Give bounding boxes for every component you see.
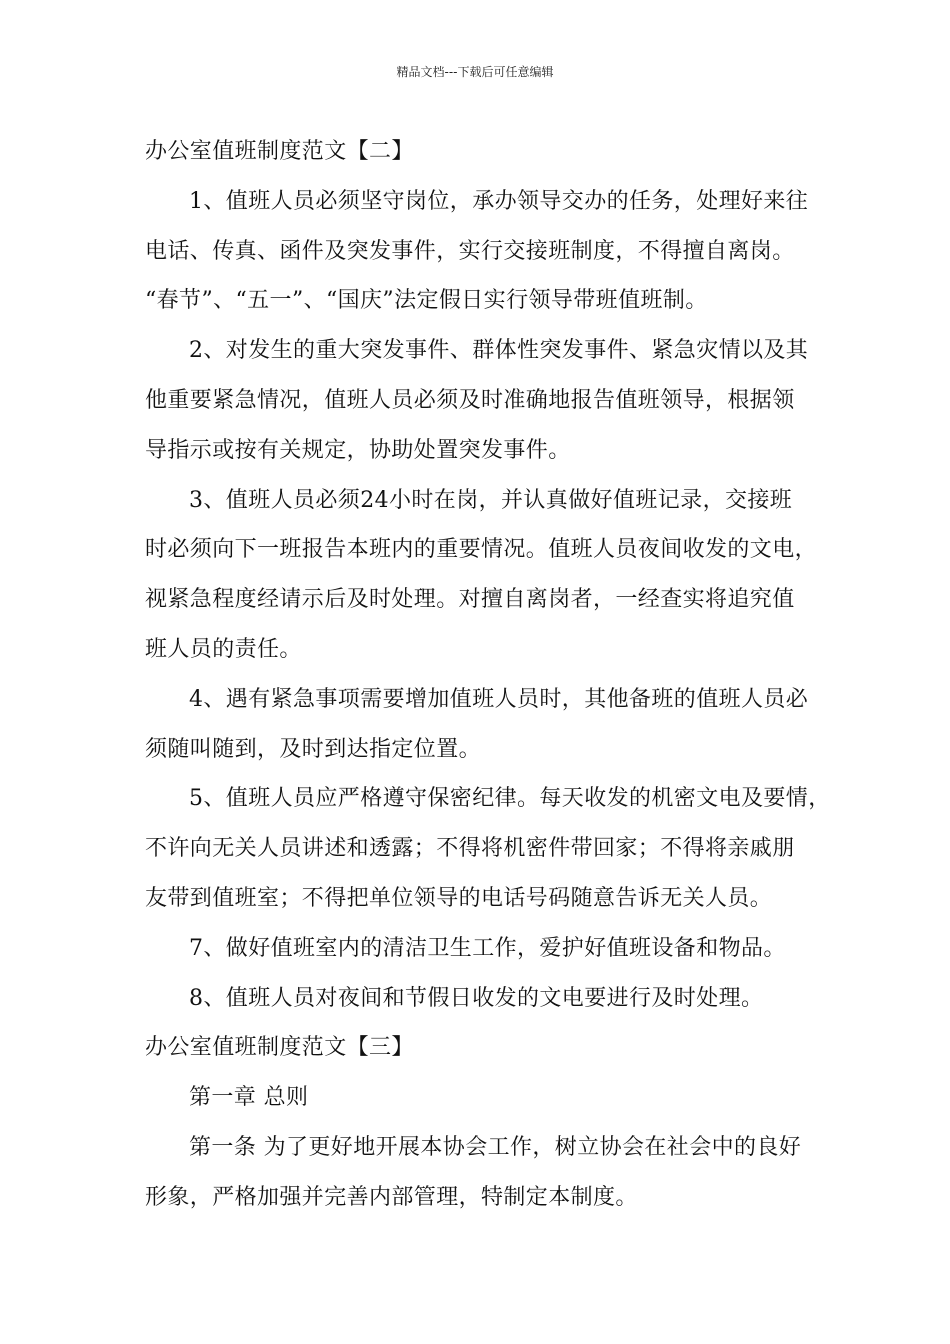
paragraph-line: 4、遇有紧急事项需要增加值班人员时，其他备班的值班人员必 (189, 686, 809, 712)
paragraph-line: 班人员的责任。 (145, 636, 302, 662)
paragraph-line: 第一条 为了更好地开展本协会工作，树立协会在社会中的良好 (189, 1134, 802, 1160)
paragraph-line: “春节”、“五一”、“国庆”法定假日实行领导带班值班制。 (145, 288, 708, 314)
paragraph-line: 不许向无关人员讲述和透露；不得将机密件带回家；不得将亲戚朋 (145, 836, 795, 862)
paragraph-line: 导指示或按有关规定，协助处置突发事件。 (145, 437, 571, 463)
paragraph-line: 1、值班人员必须坚守岗位，承办领导交办的任务，处理好来往 (189, 188, 809, 214)
paragraph-line: 8、值班人员对夜间和节假日收发的文电要进行及时处理。 (189, 985, 764, 1011)
paragraph-line: 时必须向下一班报告本班内的重要情况。值班人员夜间收发的文电， (145, 537, 818, 563)
paragraph-line: 友带到值班室；不得把单位领导的电话号码随意告诉无关人员。 (145, 885, 773, 911)
paragraph-line: 形象，严格加强并完善内部管理，特制定本制度。 (145, 1184, 638, 1210)
section-heading: 办公室值班制度范文【三】 (145, 1035, 414, 1061)
paragraph-line: 3、值班人员必须24小时在岗，并认真做好值班记录，交接班 (189, 487, 793, 513)
section-heading: 办公室值班制度范文【二】 (145, 139, 414, 164)
paragraph-line: 须随叫随到，及时到达指定位置。 (145, 736, 482, 762)
paragraph-line: 5、值班人员应严格遵守保密纪律。每天收发的机密文电及要情， (189, 786, 831, 812)
paragraph-line: 视紧急程度经请示后及时处理。对擅自离岗者，一经查实将追究值 (145, 587, 795, 613)
paragraph-line: 他重要紧急情况，值班人员必须及时准确地报告值班领导，根据领 (145, 387, 795, 413)
paragraph-line: 电话、传真、函件及突发事件，实行交接班制度，不得擅自离岗。 (145, 238, 795, 264)
paragraph-line: 2、对发生的重大突发事件、群体性突发事件、紧急灾情以及其 (189, 338, 809, 364)
page-header: 精品文档---下载后可任意编辑 (396, 65, 554, 79)
paragraph-line: 7、做好值班室内的清洁卫生工作，爱护好值班设备和物品。 (189, 935, 786, 961)
chapter-heading: 第一章 总则 (189, 1085, 309, 1111)
document-body (145, 127, 831, 1223)
